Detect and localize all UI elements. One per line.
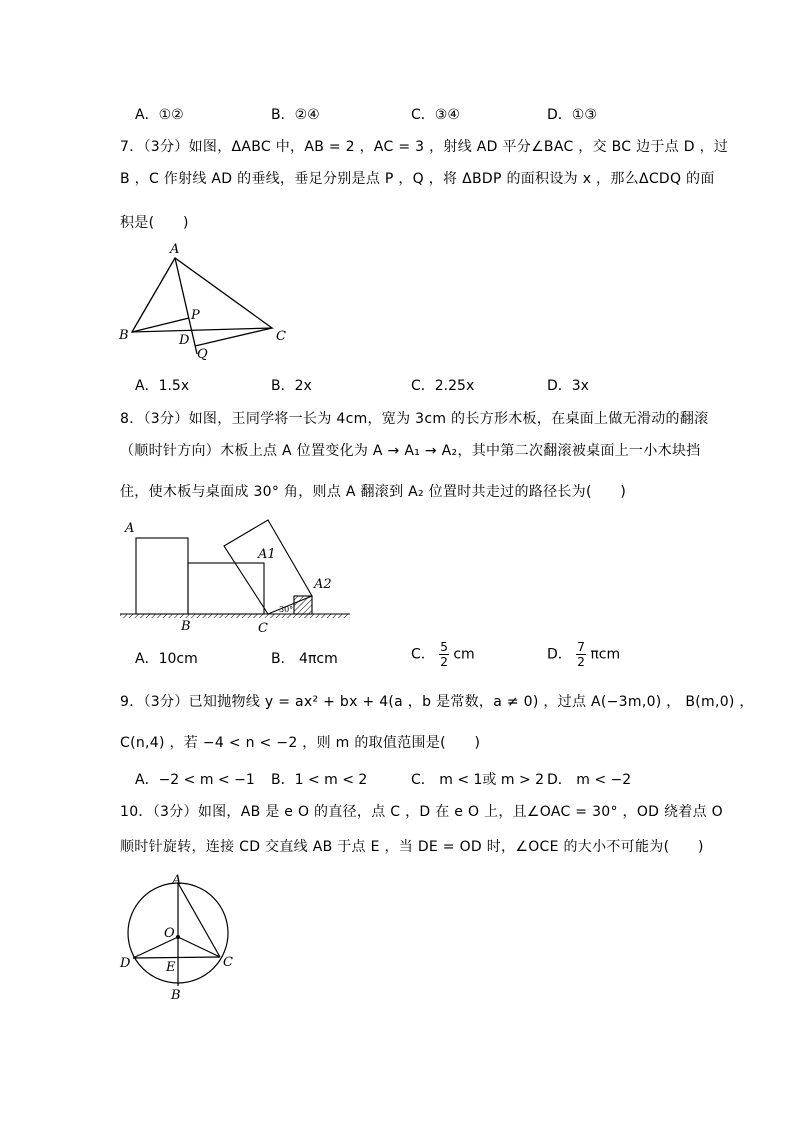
q6-option-d: D．①③ (547, 107, 597, 123)
q7-label-p: P (191, 308, 200, 323)
q7-text-line-3: 积是( ) (120, 215, 189, 231)
q8-option-c-prefix: C． (411, 646, 435, 663)
q10-label-c: C (223, 955, 233, 970)
q6-option-a: A．①② (135, 107, 184, 123)
q10-text-line-2: 顺时针旋转，连接 CD 交直线 AB 于点 E ，当 DE = OD 时，∠OCE 的大小不可能为( ) (120, 839, 704, 855)
q8-option-c-numerator: 5 (440, 640, 448, 654)
q10-text-line-1: 10．（3分）如图，AB 是 e O 的直径，点 C ，D 在 e O 上，且∠OAC = 30° ，OD 绕着点 O (120, 804, 723, 820)
q8-option-d-prefix: D． (547, 646, 572, 663)
q10-label-a: A (172, 873, 182, 888)
q8-label-b: B (181, 619, 191, 634)
q7-option-d: D．3x (547, 378, 589, 394)
q9-option-a: A．−2 < m < −1 (135, 772, 255, 788)
q8-label-a2: A2 (314, 577, 332, 592)
q8-option-d-denominator: 2 (577, 655, 585, 669)
segment-dc (133, 957, 220, 958)
q8-option-d-unit: πcm (590, 646, 621, 663)
q7-label-c: C (276, 329, 286, 344)
q10-label-e: E (166, 960, 176, 975)
q10-label-d: D (120, 956, 131, 971)
q10-label-b: B (171, 988, 181, 1003)
q8-label-angle: 30° (279, 605, 294, 614)
q9-text-line-1: 9．（3分）已知抛物线 y = ax² + bx + 4(a ，b 是常数，a ≠ 0) ，过点 A(−3m,0) ， B(m,0) ， (120, 694, 754, 710)
center-point-o (176, 935, 180, 939)
q8-text-line-1: 8．（3分）如图，王同学将一长为 4cm，宽为 3cm 的长方形木板，在桌面上做无滑动的翻滚 (120, 411, 709, 427)
q8-option-b: B． 4πcm (271, 651, 338, 667)
q7-label-b: B (119, 328, 129, 343)
q7-label-a: A (170, 242, 180, 257)
q7-label-q: Q (197, 347, 208, 362)
q8-option-a: A．10cm (135, 651, 198, 667)
q8-text-line-2: （顺时针方向）木板上点 A 位置变化为 A → A₁ → A₂，其中第二次翻滚被桌面上一小木块挡 (120, 443, 701, 459)
q8-option-c-unit: cm (453, 646, 475, 663)
q10-label-o: O (164, 926, 175, 941)
q7-text-line-2: B ，C 作射线 AD 的垂线，垂足分别是点 P ，Q ，将 ΔBDP 的面积设为 x ，那么ΔCDQ 的面 (120, 171, 715, 187)
q8-text-line-3: 住，使木板与桌面成 30° 角，则点 A 翻滚到 A₂ 位置时共走过的路径长为( ) (120, 484, 627, 500)
q7-label-d: D (179, 333, 190, 348)
q9-option-c: C． m < 1或 m > 2 (411, 772, 545, 788)
q8-label-a: A (125, 521, 135, 536)
q6-option-b: B．②④ (271, 107, 320, 123)
q9-option-b: B．1 < m < 2 (271, 772, 368, 788)
q8-option-c-denominator: 2 (440, 655, 448, 669)
q7-text-line-1: 7．（3分）如图，ΔABC 中，AB = 2 ，AC = 3 ，射线 AD 平分∠BAC ，交 BC 边于点 D ，过 (120, 139, 729, 155)
q8-label-c: C (258, 621, 268, 636)
q8-label-a1: A1 (258, 547, 276, 562)
q7-option-c: C．2.25x (411, 378, 475, 394)
q7-option-b: B．2x (271, 378, 312, 394)
q9-text-line-2: C(n,4) ，若 −4 < n < −2 ，则 m 的取值范围是( ) (120, 735, 481, 751)
q9-option-d: D． m < −2 (547, 772, 632, 788)
q7-option-a: A．1.5x (135, 378, 190, 394)
q8-option-d-numerator: 7 (577, 640, 585, 654)
chord-ac (178, 883, 220, 957)
q6-option-c: C．③④ (411, 107, 460, 123)
